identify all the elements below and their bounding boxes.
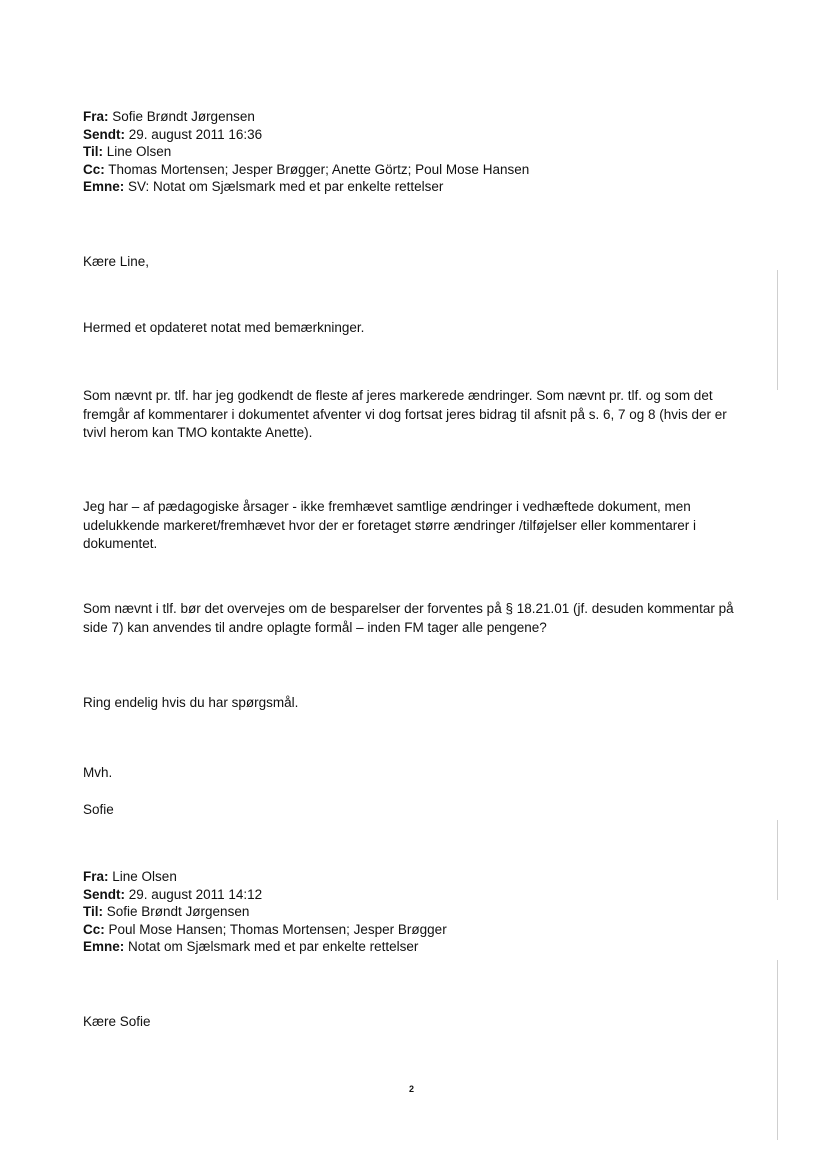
email2-subject-row [83,938,447,956]
email1-cc-row [83,161,529,179]
to-label: Til: [83,144,103,159]
cc-label: Cc: [83,161,105,177]
email2-greeting: Kære Sofie [83,1014,151,1029]
email1-paragraph: Som nævnt pr. tlf. har jeg godkendt de fleste af jeres markerede ændringer. Som nævnt pr. tlf. og som det fremgår af kommentarer i dokumentet afventer vi dog fortsat jeres bidrag til afsnit på s. 6, 7 og 8 (hvis der er tvivl herom kan TMO kontakte Anette). [83,388,727,440]
sent-value: 29. august 2011 14:12 [128,886,263,902]
sent-value: 29. august 2011 16:36 [128,126,263,142]
email1-to-row [83,143,529,161]
to-value: Sofie Brøndt Jørgensen [106,904,250,919]
cc-label: Cc: [83,921,105,937]
cc-value: Poul Mose Hansen; Thomas Mortensen; Jesper Brøgger [108,921,447,937]
cc-value: Thomas Mortensen; Jesper Brøgger; Anette Görtz; Poul Mose Hansen [108,161,530,177]
email1-greeting: Kære Line, [83,254,150,269]
page-number: 2 [409,1084,415,1094]
email1-header [83,108,529,196]
email1-subject-row [83,178,529,196]
email2-sent-row [83,886,447,904]
sent-label: Sendt: [83,886,125,902]
email2-to-row [83,903,447,921]
email2-header [83,868,447,956]
email2-from-row [83,868,447,886]
email1-from-row [83,108,529,126]
subject-label: Emne: [83,939,125,954]
sent-label: Sendt: [83,126,125,142]
email2-cc-row [83,921,447,939]
subject-label: Emne: [83,179,125,194]
subject-value: Notat om Sjælsmark med et par enkelte rettelser [128,939,419,954]
from-value: Line Olsen [112,869,177,884]
from-label: Fra: [83,109,109,124]
from-value: Sofie Brøndt Jørgensen [112,109,255,124]
scan-artifact-line [777,270,778,390]
email1-paragraph: Jeg har – af pædagogiske årsager - ikke fremhævet samtlige ændringer i vedhæftede dokument, men udelukkende markeret/fremhævet hvor der er foretaget større ændringer /tilføjelser eller kommentarer i dokumentet. [83,499,696,551]
email1-paragraph: Ring endelig hvis du har spørgsmål. [83,695,299,710]
email1-paragraph: Hermed et opdateret notat med bemærkninger. [83,320,365,335]
email1-signature: Sofie [83,802,114,817]
scan-artifact-line [777,820,778,900]
from-label: Fra: [83,869,109,884]
email1-paragraph: Som nævnt i tlf. bør det overvejes om de besparelser der forventes på § 18.21.01 (jf. desuden kommentar på side 7) kan anvendes til andre oplagte formål – inden FM tager alle pengene? [83,601,734,635]
to-label: Til: [83,904,103,919]
to-value: Line Olsen [106,144,172,159]
subject-value: SV: Notat om Sjælsmark med et par enkelte rettelser [128,179,444,194]
email1-sent-row [83,126,529,144]
email1-closing: Mvh. [83,765,113,780]
scan-artifact-line [777,960,778,1140]
